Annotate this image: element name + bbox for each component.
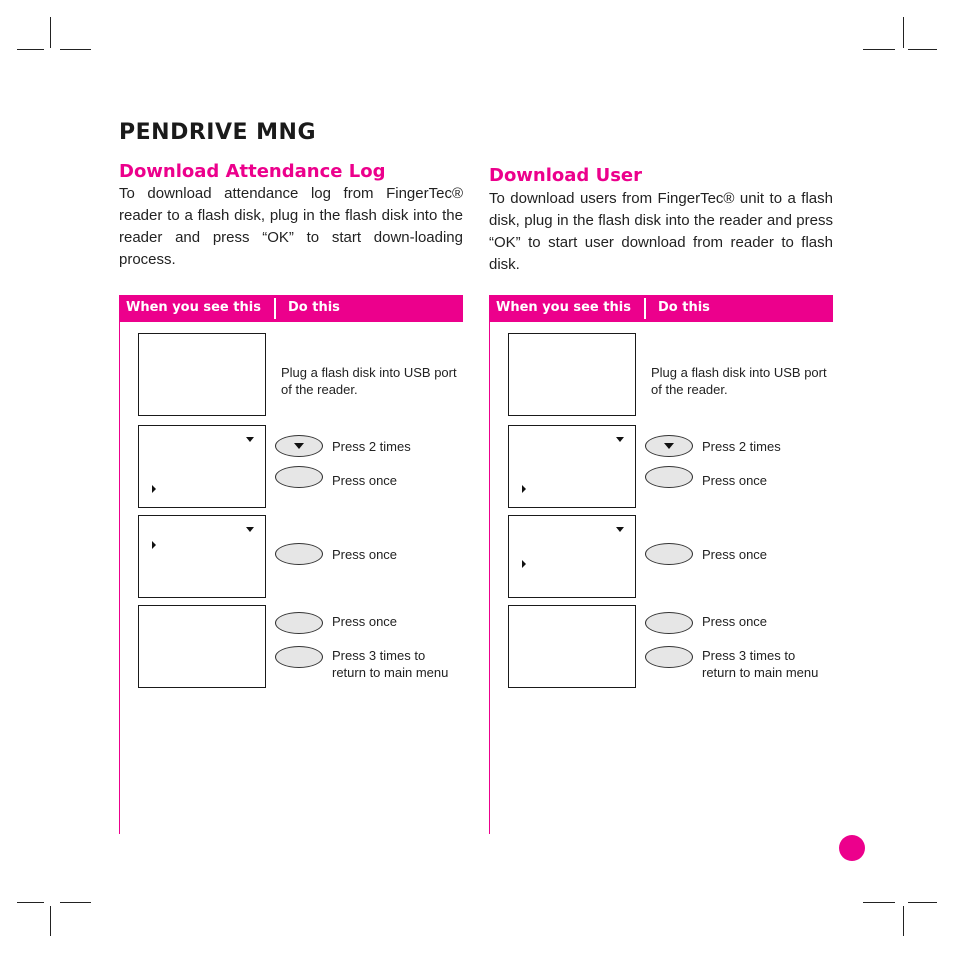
chevron-down-icon bbox=[616, 527, 624, 532]
down-arrow-icon bbox=[294, 443, 304, 449]
step-instruction: Plug a flash disk into USB port of the reader. bbox=[281, 365, 457, 397]
crop-mark bbox=[863, 49, 895, 50]
page-marker-dot bbox=[839, 835, 865, 861]
ok-button[interactable] bbox=[275, 543, 323, 565]
lcd-screen bbox=[138, 425, 266, 508]
ok-button[interactable] bbox=[645, 612, 693, 634]
crop-mark bbox=[908, 49, 937, 50]
lcd-screen bbox=[508, 425, 636, 508]
crop-mark bbox=[17, 49, 44, 50]
caret-right-icon bbox=[152, 541, 156, 549]
lcd-screen bbox=[138, 333, 266, 416]
ok-button[interactable] bbox=[645, 466, 693, 488]
page-title: PENDRIVE MNG bbox=[119, 120, 317, 145]
caret-right-icon bbox=[152, 485, 156, 493]
crop-mark bbox=[903, 17, 904, 48]
column-divider bbox=[274, 298, 276, 319]
down-button[interactable] bbox=[645, 435, 693, 457]
section-download-attendance-log bbox=[119, 0, 464, 954]
section-body: To download attendance log from FingerTec® reader to a flash disk, plug in the flash disk into the reader and press “OK” to start down-loading process. bbox=[119, 185, 463, 268]
table-header bbox=[489, 295, 833, 322]
column-header-right: Do this bbox=[658, 300, 710, 315]
step-instruction: Press once bbox=[702, 473, 768, 488]
step-instruction: Press 2 times bbox=[332, 439, 411, 454]
ok-button[interactable] bbox=[275, 466, 323, 488]
lcd-screen bbox=[508, 515, 636, 598]
section-body: To download users from FingerTec® unit to a flash disk, plug in the flash disk into the reader and press “OK” to start user download from reader to flash disk. bbox=[489, 190, 833, 273]
step-instruction: Press once bbox=[332, 547, 398, 562]
section-heading: Download Attendance Log bbox=[119, 161, 386, 182]
lcd-screen bbox=[508, 605, 636, 688]
section-heading: Download User bbox=[489, 165, 642, 186]
escape-button[interactable] bbox=[645, 646, 693, 668]
step-instruction: Press once bbox=[702, 547, 768, 562]
escape-button[interactable] bbox=[275, 646, 323, 668]
crop-mark bbox=[50, 17, 51, 48]
down-arrow-icon bbox=[664, 443, 674, 449]
lcd-screen bbox=[508, 333, 636, 416]
ok-button[interactable] bbox=[275, 612, 323, 634]
step-instruction: Press 2 times bbox=[702, 439, 781, 454]
step-instruction: Press 3 times to return to main menu bbox=[702, 648, 819, 680]
crop-mark bbox=[863, 902, 895, 903]
crop-mark bbox=[903, 906, 904, 936]
lcd-screen bbox=[138, 515, 266, 598]
down-button[interactable] bbox=[275, 435, 323, 457]
column-header-left: When you see this bbox=[496, 300, 631, 315]
crop-mark bbox=[60, 49, 91, 50]
chevron-down-icon bbox=[246, 437, 254, 442]
step-instruction: Press once bbox=[332, 614, 398, 629]
table-left-rule bbox=[119, 322, 120, 834]
column-header-right: Do this bbox=[288, 300, 340, 315]
caret-right-icon bbox=[522, 560, 526, 568]
step-instruction: Press once bbox=[332, 473, 398, 488]
lcd-screen bbox=[138, 605, 266, 688]
crop-mark bbox=[50, 906, 51, 936]
caret-right-icon bbox=[522, 485, 526, 493]
crop-mark bbox=[17, 902, 44, 903]
chevron-down-icon bbox=[616, 437, 624, 442]
table-header bbox=[119, 295, 463, 322]
crop-mark bbox=[60, 902, 91, 903]
table-left-rule bbox=[489, 322, 490, 834]
column-divider bbox=[644, 298, 646, 319]
crop-mark bbox=[908, 902, 937, 903]
step-instruction: Plug a flash disk into USB port of the reader. bbox=[651, 365, 827, 397]
step-instruction: Press once bbox=[702, 614, 768, 629]
section-download-user bbox=[489, 0, 834, 954]
ok-button[interactable] bbox=[645, 543, 693, 565]
column-header-left: When you see this bbox=[126, 300, 261, 315]
step-instruction: Press 3 times to return to main menu bbox=[332, 648, 449, 680]
chevron-down-icon bbox=[246, 527, 254, 532]
